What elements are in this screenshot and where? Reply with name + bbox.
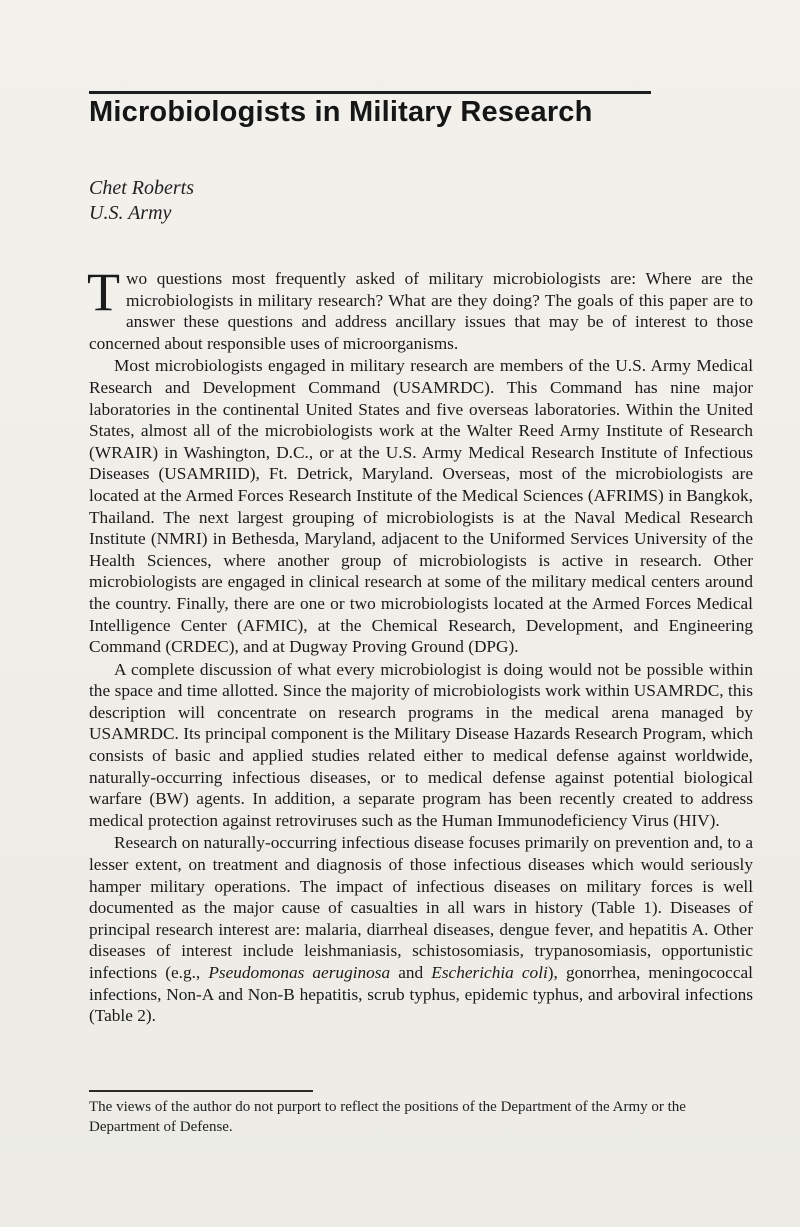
- paragraph-4: [89, 832, 753, 1026]
- paragraph-4-text-a: Research on naturally-occurring infectious disease focuses primarily on prevention and, to a lesser extent, on treatment and diagnosis of those infectious diseases which would seriously hamper military operations. The impact of infectious diseases on military forces is well documented as the major cause of casualties in all wars in history (Table 1). Diseases of principal research interest are: malaria, diarrheal diseases, dengue fever, and hepatitis A. Other diseases of interest include leishmaniasis, schistosomiasis, trypanosomiasis, opportunistic infections (e.g.,: [89, 833, 753, 982]
- author-name: Chet Roberts: [89, 177, 194, 199]
- article-body: [87, 262, 753, 1028]
- drop-cap: T: [87, 262, 120, 322]
- article-title: Microbiologists in Military Research: [89, 96, 593, 128]
- title-rule: [89, 91, 651, 94]
- paragraph-1: [87, 262, 753, 354]
- footnote: The views of the author do not purport to reflect the positions of the Department of the Army or the Department of Defense.: [89, 1099, 686, 1135]
- author-affiliation: U.S. Army: [89, 202, 172, 224]
- footnote-rule: [89, 1090, 313, 1092]
- paragraph-1-text: wo questions most frequently asked of military microbiologists are: Where are the microbiologists in military research? What are they doing? The goals of this paper are to answer these questions and address ancillary issues that may be of interest to those concerned about responsible uses of microorganisms.: [89, 269, 753, 353]
- paragraph-4-text-b: and: [390, 963, 432, 982]
- paragraph-4-text-c: ), gonorrhea, meningococcal infections, Non-A and Non-B hepatitis, scrub typhus, epidemic typhus, and arboviral infections (Table 2).: [89, 963, 753, 1026]
- organism-name-1: Pseudomonas aeruginosa: [208, 963, 391, 982]
- paragraph-3: A complete discussion of what every microbiologist is doing would not be possible within the space and time allotted. Since the majority of microbiologists work within USAMRDC, this description will concentrate on research programs in the medical arena managed by USAMRDC. Its principal component is the Military Disease Hazards Research Program, which consists of basic and applied studies related either to medical defense against worldwide, naturally-occurring infectious diseases, or to medical defense against potential biological warfare (BW) agents. In addition, a separate program has been recently created to address medical protection against retroviruses such as the Human Immunodeficiency Virus (HIV).: [89, 659, 753, 830]
- organism-name-2: Escherichia coli: [431, 963, 548, 982]
- paragraph-2: Most microbiologists engaged in military research are members of the U.S. Army Medical Research and Development Command (USAMRDC). This Command has nine major laboratories in the continental United States and five overseas laboratories. Within the United States, almost all of the microbiologists work at the Walter Reed Army Institute of Research (WRAIR) in Washington, D.C., or at the U.S. Army Medical Research Institute of Infectious Diseases (USAMRIID), Ft. Detrick, Maryland. Overseas, most of the microbiologists are located at the Armed Forces Research Institute of the Medical Sciences (AFRIMS) in Bangkok, Thailand. The next largest grouping of microbiologists is at the Naval Medical Research Institute (NMRI) in Bethesda, Maryland, adjacent to the Uniformed Services University of the Health Sciences, where another group of microbiologists is active in research. Other microbiologists are engaged in clinical research at some of the military medical centers around the country. Finally, there are one or two microbiologists located at the Armed Forces Medical Intelligence Center (AFMIC), at the Chemical Research, Development, and Engineering Command (CRDEC), and at Dugway Proving Ground (DPG).: [89, 356, 753, 657]
